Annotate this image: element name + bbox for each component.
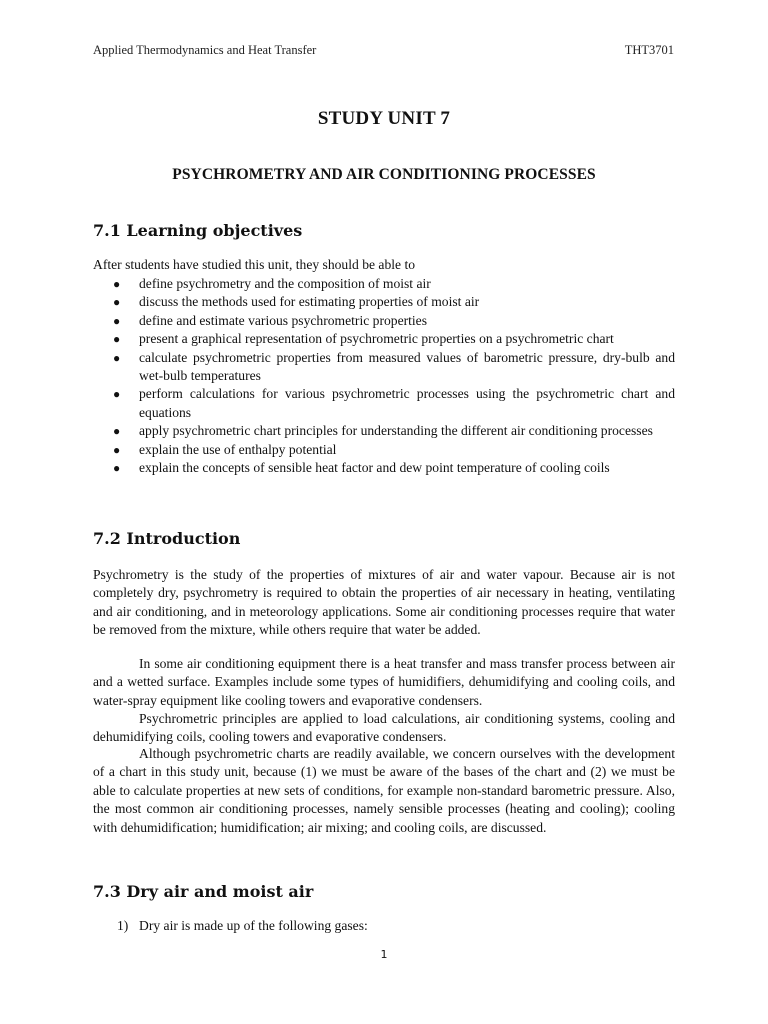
list-item-text: Dry air is made up of the following gases: — [139, 918, 368, 933]
list-item: ● discuss the methods used for estimating properties of moist air — [93, 293, 675, 311]
list-item: ● define and estimate various psychrometric properties — [93, 312, 675, 330]
numbered-list-item — [117, 918, 368, 934]
section-heading-dry-moist-air: 7.3 Dry air and moist air — [93, 882, 314, 901]
list-item: ● apply psychrometric chart principles for understanding the different air conditioning processes — [93, 422, 675, 440]
list-item: ● perform calculations for various psychrometric processes using the psychrometric chart and equations — [113, 386, 675, 420]
intro-paragraph-3: Psychrometric principles are applied to load calculations, air conditioning systems, cooling and dehumidifying coils, cooling towers and evaporative condensers. — [93, 711, 675, 745]
section-heading-learning-objectives: 7.1 Learning objectives — [93, 221, 303, 240]
list-number: 1) — [117, 918, 129, 933]
intro-paragraph-1: Psychrometry is the study of the properties of mixtures of air and water vapour. Because air is not completely dry, psychrometry is required to obtain the properties of air necessary in heating, ventilating and air conditioning, and in meteorology applications. Some air conditioning processes require that water be removed from the mixture, while others require that water be added. — [93, 567, 675, 638]
bullet-icon: ● — [113, 313, 121, 328]
objectives-intro: After students have studied this unit, they should be able to — [93, 257, 416, 272]
intro-paragraph-2: In some air conditioning equipment there is a heat transfer and mass transfer process between air and a wetted surface. Examples include some types of humidifiers, dehumidifying and cooling coils, and water-spray equipment like cooling towers and evaporative condensers. — [93, 656, 675, 708]
header-course-code: THT3701 — [624, 43, 674, 57]
bullet-icon: ● — [113, 442, 121, 457]
list-item: ● explain the concepts of sensible heat factor and dew point temperature of cooling coils — [93, 459, 675, 477]
bullet-icon: ● — [113, 424, 121, 439]
unit-title: STUDY UNIT 7 — [317, 108, 451, 129]
list-item: ● present a graphical representation of psychrometric properties on a psychrometric chart — [93, 330, 675, 348]
bullet-icon: ● — [113, 387, 121, 402]
unit-subtitle: PSYCHROMETRY AND AIR CONDITIONING PROCESSES — [172, 166, 596, 183]
objectives-list — [93, 275, 675, 477]
bullet-icon: ● — [113, 295, 121, 310]
bullet-icon: ● — [113, 277, 121, 291]
bullet-icon: ● — [113, 332, 121, 347]
intro-paragraph-4: Although psychrometric charts are readily available, we concern ourselves with the development of a chart in this study unit, because (1) we must be aware of the bases of the chart and (2) we must be able to calculate properties at new sets of conditions, for example non-standard barometric pressure. Also, the most common air conditioning processes, namely sensible processes (heating and cooling); cooling with dehumidification; humidification; air mixing; and cooling coils, are discussed. — [93, 746, 675, 835]
list-item: ● calculate psychrometric properties from measured values of barometric pressure, dry-bulb and wet-bulb temperatures — [113, 349, 675, 384]
header-course-title: Applied Thermodynamics and Heat Transfer — [93, 43, 317, 57]
page-number: 1 — [380, 948, 388, 961]
list-item: ● explain the use of enthalpy potential — [93, 441, 675, 459]
section-heading-introduction: 7.2 Introduction — [93, 529, 241, 548]
list-item: ● define psychrometry and the composition of moist air — [93, 275, 675, 293]
bullet-icon: ● — [113, 350, 121, 365]
bullet-icon: ● — [113, 461, 121, 476]
page-header — [93, 43, 674, 58]
